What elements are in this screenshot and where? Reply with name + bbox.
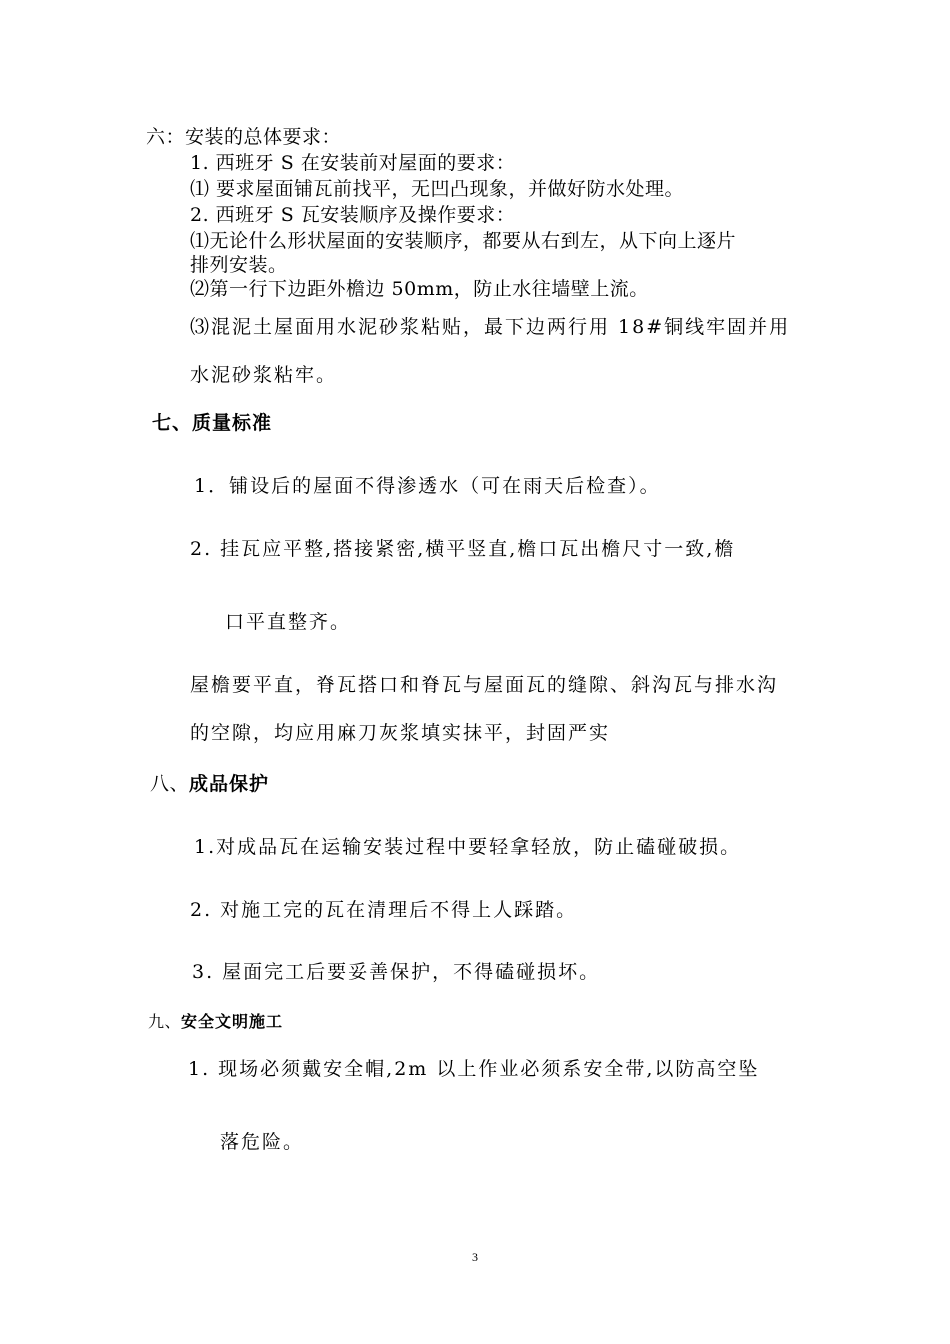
section-9-title-prefix: 九、 [148, 1012, 182, 1031]
section-7-paragraph-line-1: 屋檐要平直，脊瓦搭口和脊瓦与屋面瓦的缝隙、斜沟瓦与排水沟 [190, 674, 779, 696]
section-8-item-1: 1.对成品瓦在运输安装过程中要轻拿轻放，防止磕碰破损。 [194, 836, 742, 858]
section-8-title: 成品保护 [189, 773, 270, 795]
section-9-title: 安全文明施工 [181, 1012, 284, 1031]
section-9-item-1-line-1: 1. 现场必须戴安全帽,2m 以上作业必须系安全带,以防高空坠 [188, 1058, 760, 1080]
section-7-paragraph-line-2: 的空隙，均应用麻刀灰浆填实抹平，封固严实 [190, 722, 611, 744]
section-6-title: 六：安装的总体要求： [146, 126, 342, 148]
section-7-item-2-line-1: 2. 挂瓦应平整,搭接紧密,横平竖直,檐口瓦出檐尺寸一致,檐 [190, 538, 736, 560]
section-7-item-1: 1．铺设后的屋面不得渗透水（可在雨天后检查）。 [194, 475, 661, 497]
section-6-item-2-sub-3-line-2: 水泥砂浆粘牢。 [190, 364, 338, 386]
section-8-heading [150, 772, 269, 796]
section-8-title-prefix: 八、 [150, 773, 190, 795]
section-9-heading [148, 1010, 283, 1034]
section-6-item-1: 1. 西班牙 S 在安装前对屋面的要求： [190, 152, 516, 174]
section-6-item-1-sub-1: ⑴ 要求屋面铺瓦前找平，无凹凸现象，并做好防水处理。 [190, 178, 685, 200]
section-8-item-2: 2. 对施工完的瓦在清理后不得上人踩踏。 [190, 899, 578, 921]
section-6-item-2-sub-1-line-1: ⑴无论什么形状屋面的安装顺序，都要从右到左，从下向上逐片 [190, 230, 737, 252]
section-6-item-2-sub-1-line-2: 排列安装。 [190, 254, 288, 276]
section-8-item-3: 3. 屋面完工后要妥善保护，不得磕碰损坏。 [192, 961, 601, 983]
section-7-item-2-line-2: 口平直整齐。 [225, 611, 352, 633]
section-6-item-2-sub-2: ⑵第一行下边距外檐边 50mm，防止水往墙壁上流。 [190, 278, 649, 300]
section-6-item-2: 2. 西班牙 S 瓦安装顺序及操作要求： [190, 204, 516, 226]
section-7-title: 七、质量标准 [152, 412, 273, 434]
page-number: 3 [472, 1250, 478, 1264]
section-6-item-2-sub-3-line-1: ⑶混泥土屋面用水泥砂浆粘贴，最下边两行用 18#铜线牢固并用 [190, 316, 791, 338]
section-9-item-1-line-2: 落危险。 [220, 1131, 305, 1153]
